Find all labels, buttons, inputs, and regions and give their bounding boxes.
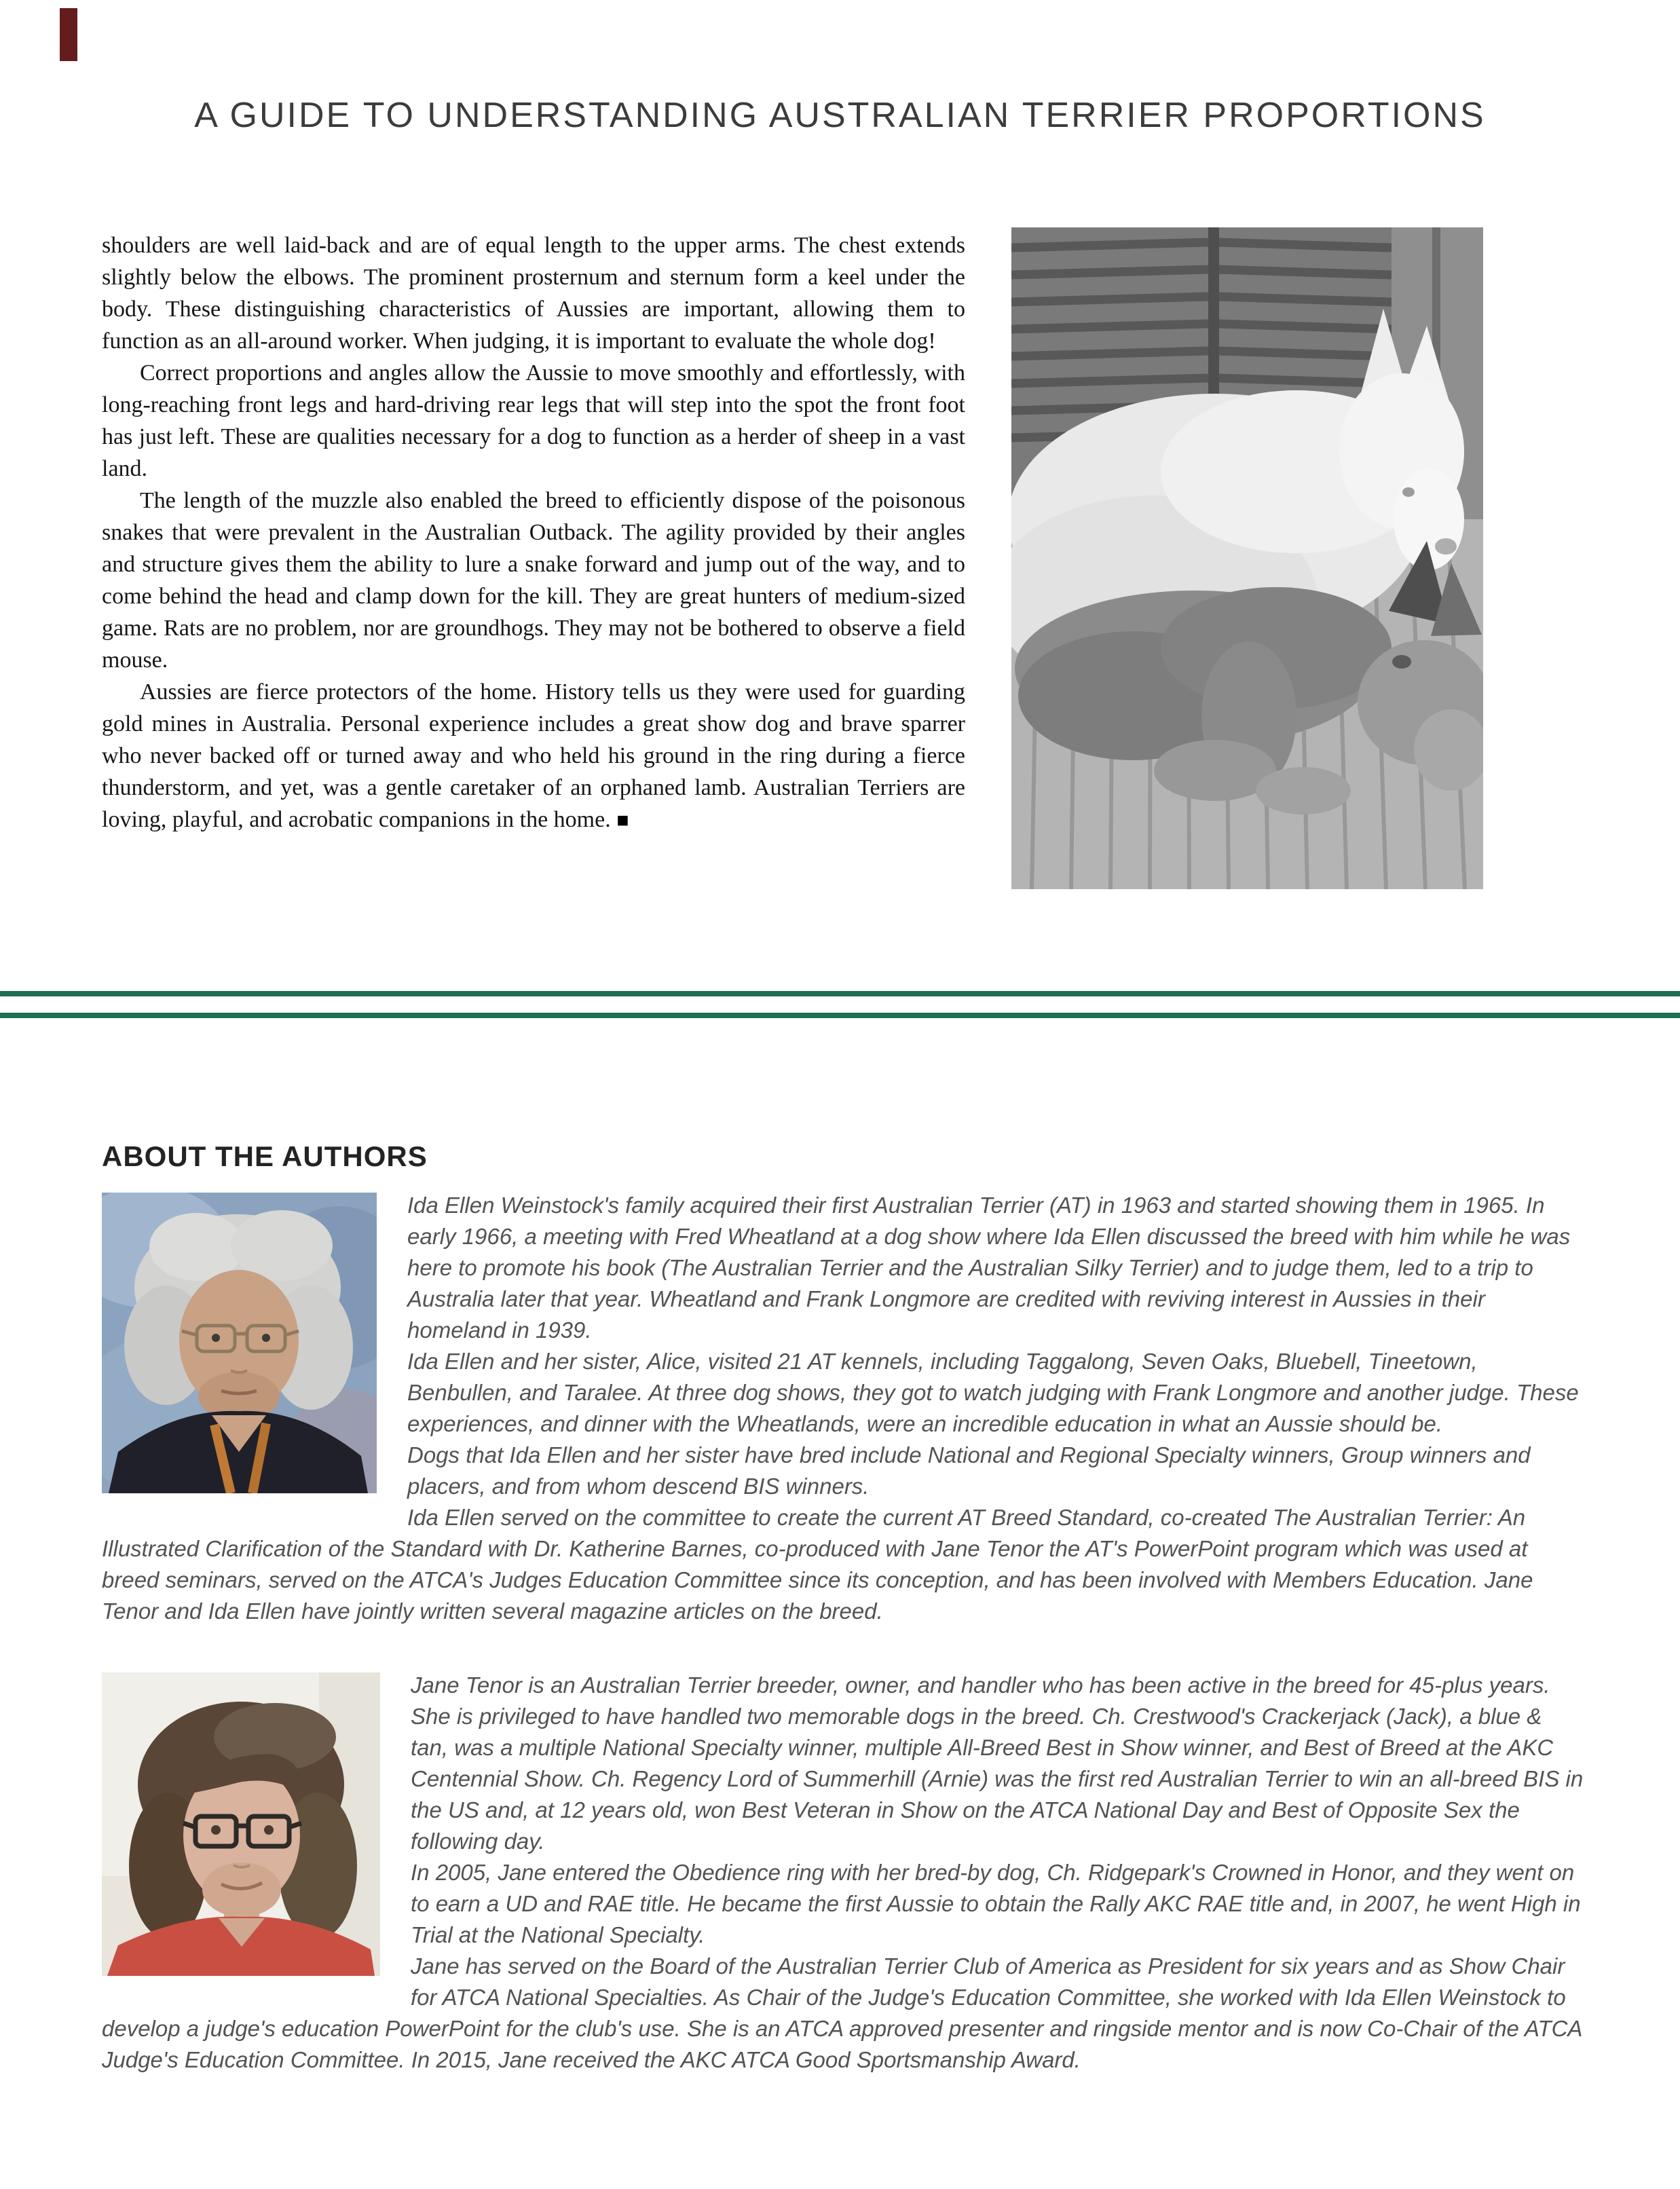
bio-paragraph: Ida Ellen served on the committee to create the current AT Breed Standard, co-created The Australian Terrier: An Illustrated Clarification of the Standard with Dr. Katherine Barnes, co-produced with Jane Tenor the AT's PowerPoint program which was used at breed seminars, served on the ATCA's Judges Education Committee since its conception, and has been involved with Members Education. Jane Tenor and Ida Ellen have jointly written several magazine articles on the breed. <box>102 1505 1533 1624</box>
divider-line-bottom <box>0 1013 1680 1018</box>
bio-paragraph: Ida Ellen Weinstock's family acquired their first Australian Terrier (AT) in 1963 and started showing them in 1965. In early 1966, a meeting with Fred Wheatland at a dog show where Ida Ellen discussed the breed with him while he was here to promote his book (The Australian Terrier and the Australian Silky Terrier) and to judge them, led to a trip to Australia later that year. Wheatland and Frank Longmore are credited with reviving interest in Aussies in their homeland in 1939. <box>407 1193 1571 1343</box>
ida-ellen-photo-graphic <box>102 1193 377 1493</box>
bio-paragraph: Jane has served on the Board of the Australian Terrier Club of America as President for six years and as Show Chair for ATCA National Specialties. As Chair of the Judge's Education Committee, she worked with Ida Ellen Weinstock to develop a judge's education PowerPoint for the club's use. She is an ATCA approved presenter and ringside mentor and is now Co-Chair of the ATCA Judge's Education Committee. In 2015, Jane received the AKC ATCA Good Sportsmanship Award. <box>102 1953 1582 2072</box>
article-paragraph-text: Aussies are fierce protectors of the home. History tells us they were used for guarding gold mines in Australia. Personal experience includes a great show dog and brave sparrer who never backed off or turned away and who held his ground in the ring during a fierce thunderstorm, and yet, was a gentle caretaker of an orphaned lamb. Australian Terriers are loving, playful, and acrobatic companions in the home. <box>102 679 965 832</box>
lamb-and-terrier-photo-graphic <box>1011 227 1483 889</box>
bio-paragraph: Jane Tenor is an Australian Terrier breeder, owner, and handler who has been active in the breed for 45-plus years. She is privileged to have handled two memorable dogs in the breed. Ch. Crestwood's Crackerjack (Jack), a blue & tan, was a multiple National Specialty winner, multiple All-Breed Best in Show winner, and Best of Breed at the AKC Centennial Show. Ch. Regency Lord of Summerhill (Arnie) was the first red Australian Terrier to win an all-breed BIS in the US and, at 12 years old, won Best Veteran in Show on the ATCA National Day and Best of Opposite Sex the following day. <box>411 1672 1584 1854</box>
article-paragraph <box>102 676 965 836</box>
author-bio-ida-ellen <box>102 1190 1585 1627</box>
lamb-and-terrier-photo <box>1011 227 1483 889</box>
article-paragraph: Correct proportions and angles allow the Aussie to move smoothly and effortlessly, with long-reaching front legs and hard-driving rear legs that will step into the spot the front foot has just left. These are qualities necessary for a dog to function as a herder of sheep in a vast land. <box>102 360 965 481</box>
article-end-mark: ■ <box>616 809 629 831</box>
jane-tenor-photo-graphic <box>102 1672 380 1976</box>
divider-line-top <box>0 991 1680 996</box>
jane-tenor-photo <box>102 1672 380 1976</box>
about-the-authors-heading: ABOUT THE AUTHORS <box>102 1140 428 1172</box>
bio-paragraph: Ida Ellen and her sister, Alice, visited 21 AT kennels, including Taggalong, Seven Oaks, Bluebell, Tineetown, Benbullen, and Taralee. At three dog shows, they got to watch judging with Frank Longmore and another judge. These experiences, and dinner with the Wheatlands, were an incredible education in what an Aussie should be. <box>407 1349 1579 1436</box>
article-paragraph: The length of the muzzle also enabled the breed to efficiently dispose of the poisonous snakes that were prevalent in the Australian Outback. The agility provided by their angles and structure gives them the ability to lure a snake forward and jump out of the way, and to come behind the head and clamp down for the kill. They are great hunters of medium-sized game. Rats are no problem, nor are groundhogs. They may not be bothered to observe a field mouse. <box>102 488 965 673</box>
bio-paragraph: In 2005, Jane entered the Obedience ring with her bred-by dog, Ch. Ridgepark's Crowned in Honor, and they went on to earn a UD and RAE title. He became the first Aussie to obtain the Rally AKC RAE title and, in 2007, he went High in Trial at the National Specialty. <box>411 1860 1581 1947</box>
ida-ellen-photo <box>102 1193 377 1493</box>
article-paragraph: shoulders are well laid-back and are of equal length to the upper arms. The chest extends slightly below the elbows. The prominent prosternum and sternum form a keel under the body. These distinguishing characteristics of Aussies are important, allowing them to function as an all-around worker. When judging, it is important to evaluate the whole dog! <box>102 233 965 354</box>
author-bio-jane-tenor <box>102 1670 1585 2076</box>
page-title: A GUIDE TO UNDERSTANDING AUSTRALIAN TERRIER PROPORTIONS <box>194 96 1486 135</box>
bio-paragraph: Dogs that Ida Ellen and her sister have bred include National and Regional Specialty winners, Group winners and placers, and from whom descend BIS winners. <box>407 1442 1531 1499</box>
page-edge-mark <box>60 8 77 61</box>
article-body <box>102 229 965 836</box>
